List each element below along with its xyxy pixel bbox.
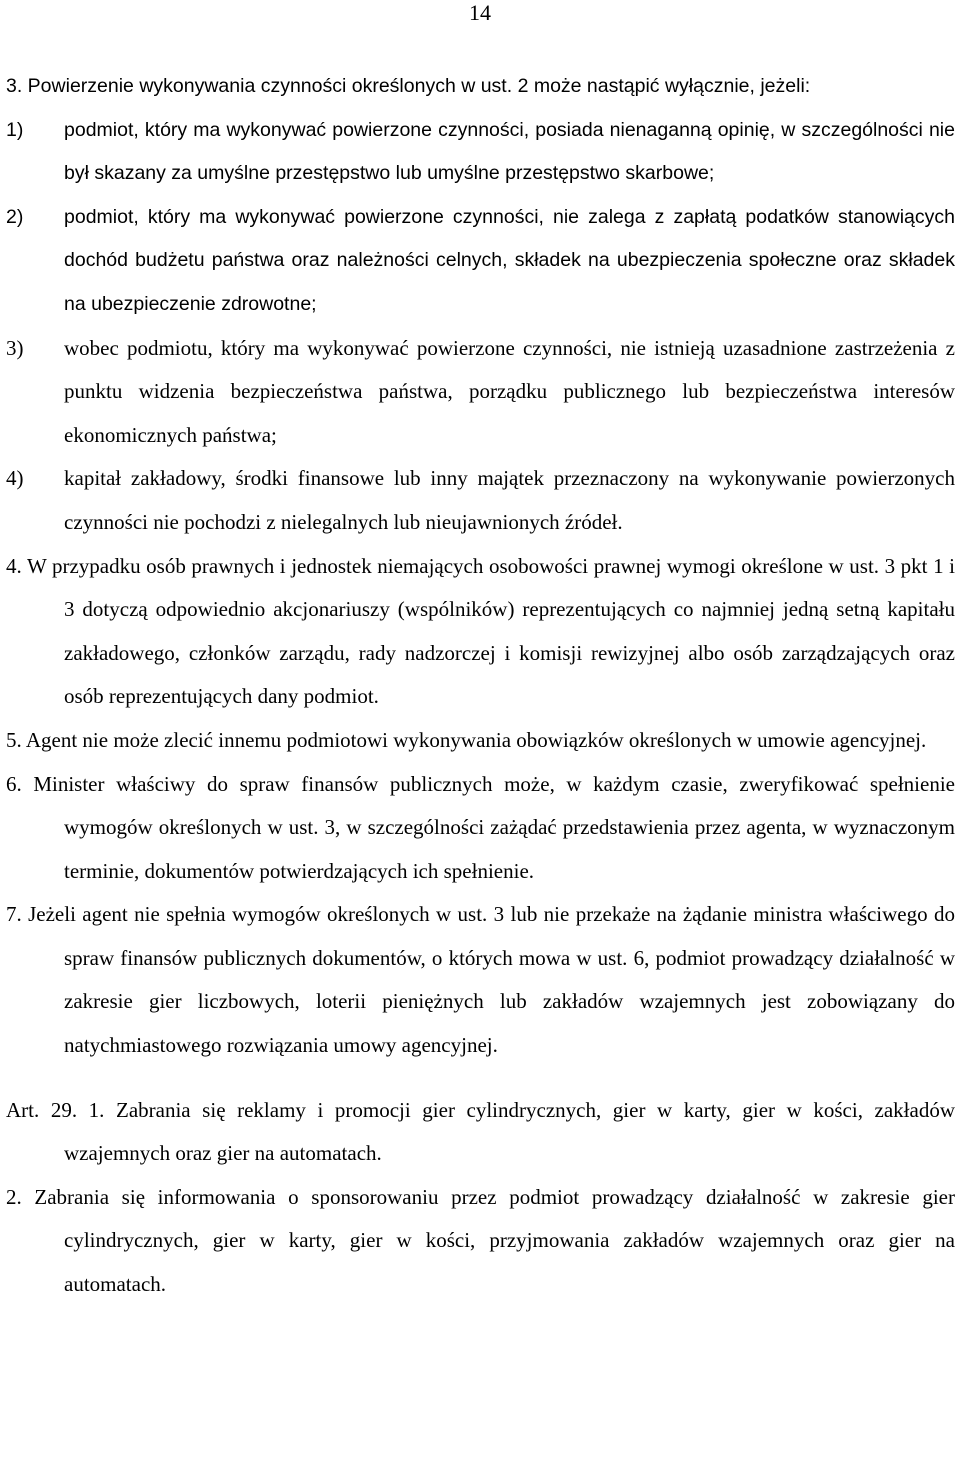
article-29-paragraph-1: Art. 29. 1. Zabrania się reklamy i promocji gier cylindrycznych, gier w karty, gier w kości, zakładów wzajemnych oraz gier na automatach. [6,1097,955,1166]
list-item-text: podmiot, który ma wykonywać powierzone czynności, posiada nienaganną opinię, w szczególności nie był skazany za umyślne przestępstwo lub umyślne przestępstwo skarbowe; [64,118,955,185]
paragraph-6: 6. Minister właściwy do spraw finansów publicznych może, w każdym czasie, zweryfikować spełnienie wymogów określonych w ust. 3, w szczególności zażądać przedstawienia przez agenta, w wyznaczonym terminie, dokumentów potwierdzających ich spełnienie. [6,771,955,883]
paragraph-7: 7. Jeżeli agent nie spełnia wymogów określonych w ust. 3 lub nie przekaże na żądanie ministra właściwego do spraw finansów publicznych dokumentów, o których mowa w ust. 6, podmiot prowadzący działalność w zakresie gier liczbowych, loterii pieniężnych lub zakładów wzajemnych jest zobowiązany do natychmiastowego rozwiązania umowy agencyjnej. [6,902,955,1058]
paragraph-5: 5. Agent nie może zlecić innemu podmiotowi wykonywania obowiązków określonych w umowie agencyjnej. [6,727,927,752]
document-body [6,64,955,1307]
page-number: 14 [469,0,491,25]
article-29-paragraph-2: 2. Zabrania się informowania o sponsorowaniu przez podmiot prowadzący działalność w zakresie gier cylindrycznych, gier w karty, gier w kości, przyjmowania zakładów wzajemnych oraz gier na automatach. [6,1184,955,1297]
list-item-number: 2) [6,205,24,228]
list-item-text: kapitał zakładowy, środki finansowe lub inny majątek przeznaczony na wykonywanie powierzonych czynności nie pochodzi z nielegalnych lub nieujawnionych źródeł. [64,466,955,534]
list-item-1 [6,109,955,196]
paragraph-3-intro-part-a: 3. Powierzenie wykonywania czynności określonych w ust. [6,75,518,97]
paragraph-4: 4. W przypadku osób prawnych i jednostek niemających osobowości prawnej wymogi określone w ust. 3 pkt 1 i 3 dotyczą odpowiednio akcjonariuszy (wspólników) reprezentujących co najmniej jedną setną kapitału zakładowego, członków zarządu, rady nadzorczej i komisji rewizyjnej albo osób zarządzających oraz osób reprezentujących dany podmiot. [6,553,955,709]
list-item-text: podmiot, który ma wykonywać powierzone czynności, nie zalega z zapłatą podatków stanowiących dochód budżetu państwa oraz należności celnych, składek na ubezpieczenia społeczne oraz składek na ubezpieczenie zdrowotne; [64,205,955,315]
list-item-4 [6,457,955,544]
paragraph-3-intro [6,64,955,109]
list-item-text: wobec podmiotu, który ma wykonywać powierzone czynności, nie istnieją uzasadnione zastrzeżenia z punktu widzenia bezpieczeństwa państwa, porządku publicznego lub bezpieczeństwa interesów ekonomicznych państwa; [64,335,955,447]
list-item-2 [6,196,955,327]
list-item-3 [6,327,955,458]
list-item-number: 3) [6,335,24,360]
paragraph-3-intro-part-b: 2 może nastąpić wyłącznie, jeżeli: [517,75,811,97]
list-item-number: 4) [6,466,24,491]
list-item-number: 1) [6,118,24,141]
